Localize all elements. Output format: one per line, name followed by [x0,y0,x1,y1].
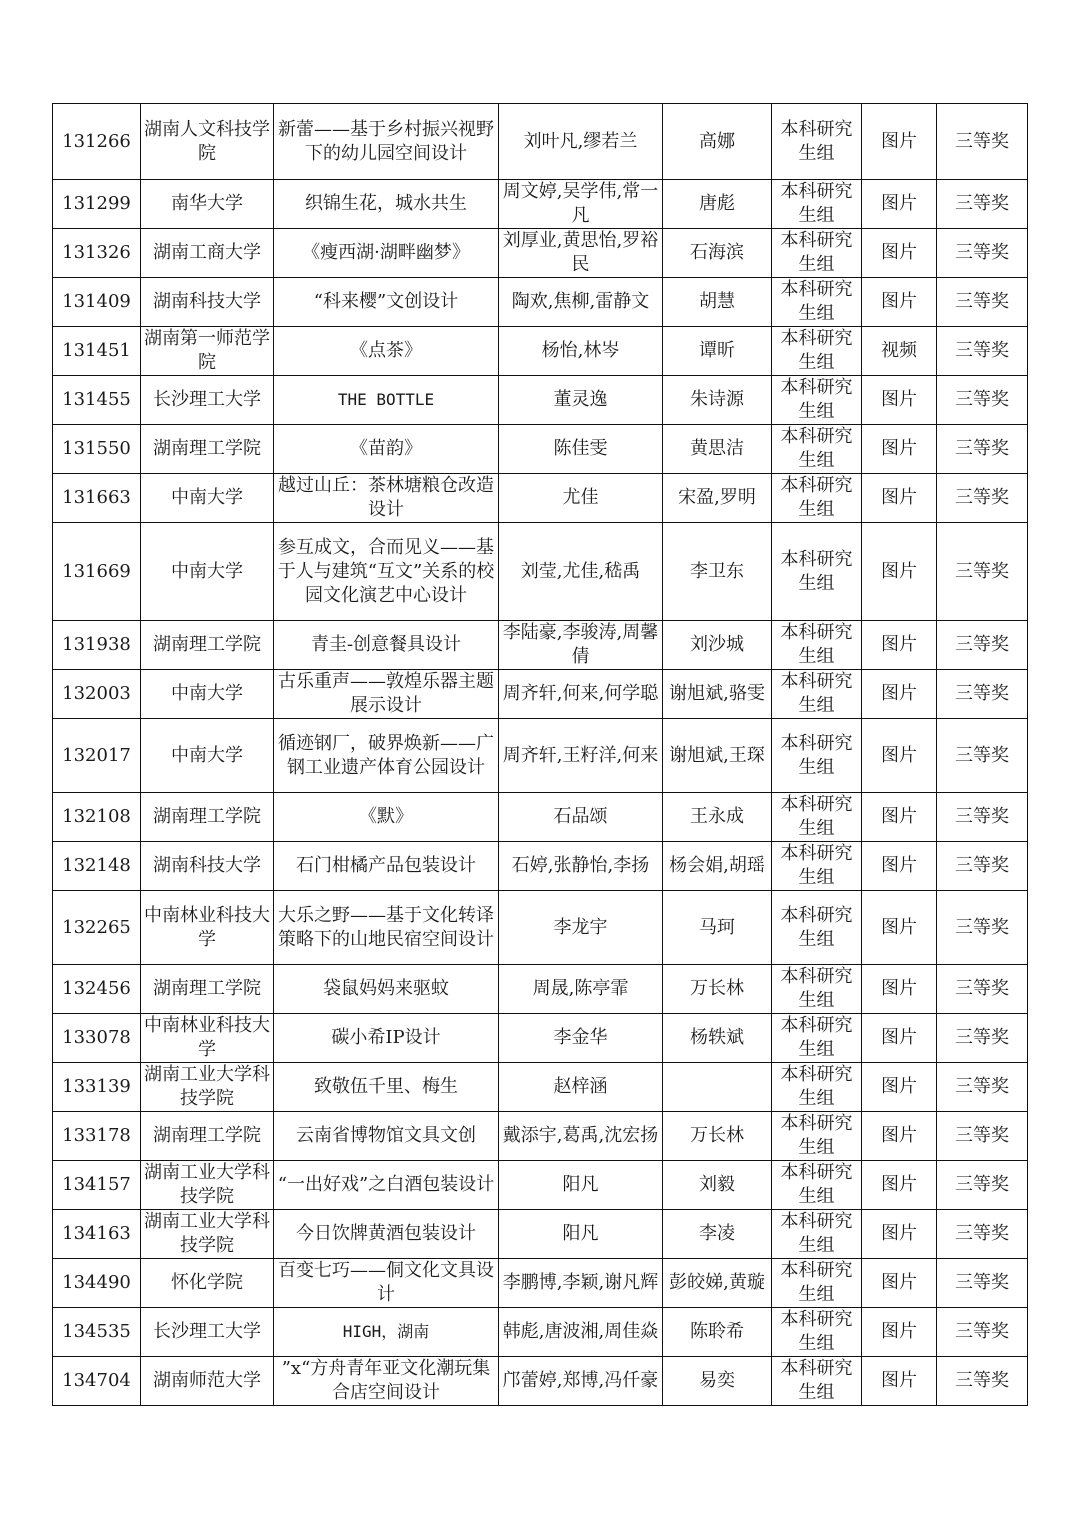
authors-cell: 尤佳 [499,474,663,523]
school-cell: 湖南师范大学 [141,1357,274,1406]
table-row [53,474,1028,523]
award-cell: 三等奖 [937,104,1028,180]
work-title-cell: 致敬伍千里、梅生 [274,1063,499,1112]
school-cell: 中南大学 [141,719,274,793]
school-cell: 长沙理工大学 [141,376,274,425]
awards-table-body [53,104,1028,1406]
school-cell: 湖南理工学院 [141,965,274,1014]
school-cell: 中南大学 [141,474,274,523]
category-cell: 图片 [862,1259,937,1308]
advisor-cell: 谢旭斌,骆雯 [663,670,772,719]
category-cell: 图片 [862,670,937,719]
authors-cell: 韩彪,唐波湘,周佳焱 [499,1308,663,1357]
group-cell: 本科研究生组 [772,842,862,891]
category-cell: 图片 [862,1161,937,1210]
advisor-cell: 易奕 [663,1357,772,1406]
award-cell: 三等奖 [937,719,1028,793]
table-row [53,1357,1028,1406]
category-cell: 图片 [862,842,937,891]
award-cell: 三等奖 [937,1210,1028,1259]
entry-id-cell: 133139 [53,1063,141,1112]
school-cell: 湖南工业大学科技学院 [141,1063,274,1112]
award-cell: 三等奖 [937,425,1028,474]
authors-cell: 石品颂 [499,793,663,842]
award-cell: 三等奖 [937,376,1028,425]
school-cell: 湖南工业大学科技学院 [141,1161,274,1210]
school-cell: 中南大学 [141,670,274,719]
authors-cell: 董灵逸 [499,376,663,425]
advisor-cell: 刘毅 [663,1161,772,1210]
table-row [53,229,1028,278]
entry-id-cell: 131455 [53,376,141,425]
advisor-cell: 谭昕 [663,327,772,376]
advisor-cell: 李卫东 [663,523,772,621]
group-cell: 本科研究生组 [772,1357,862,1406]
group-cell: 本科研究生组 [772,621,862,670]
award-cell: 三等奖 [937,523,1028,621]
entry-id-cell: 133078 [53,1014,141,1063]
entry-id-cell: 131669 [53,523,141,621]
work-title-cell: 《瘦西湖·湖畔幽梦》 [274,229,499,278]
award-cell: 三等奖 [937,327,1028,376]
category-cell: 视频 [862,327,937,376]
award-cell: 三等奖 [937,1112,1028,1161]
entry-id-cell: 131451 [53,327,141,376]
advisor-cell: 马珂 [663,891,772,965]
group-cell: 本科研究生组 [772,278,862,327]
category-cell: 图片 [862,376,937,425]
advisor-cell: 万长林 [663,1112,772,1161]
category-cell: 图片 [862,719,937,793]
group-cell: 本科研究生组 [772,719,862,793]
entry-id-cell: 134535 [53,1308,141,1357]
work-title-cell: ”x“方舟青年亚文化潮玩集合店空间设计 [274,1357,499,1406]
category-cell: 图片 [862,1308,937,1357]
table-row [53,891,1028,965]
advisor-cell: 彭皎娣,黄璇 [663,1259,772,1308]
advisor-cell [663,1063,772,1112]
category-cell: 图片 [862,1210,937,1259]
table-row [53,104,1028,180]
authors-cell: 石婷,张静怡,李扬 [499,842,663,891]
advisor-cell: 宋盈,罗明 [663,474,772,523]
table-row [53,523,1028,621]
category-cell: 图片 [862,229,937,278]
authors-cell: 周晟,陈亭霏 [499,965,663,1014]
authors-cell: 阳凡 [499,1161,663,1210]
advisor-cell: 王永成 [663,793,772,842]
group-cell: 本科研究生组 [772,1112,862,1161]
entry-id-cell: 134157 [53,1161,141,1210]
authors-cell: 邝蕾婷,郑博,冯仟豪 [499,1357,663,1406]
group-cell: 本科研究生组 [772,1014,862,1063]
entry-id-cell: 132265 [53,891,141,965]
award-cell: 三等奖 [937,180,1028,229]
category-cell: 图片 [862,180,937,229]
entry-id-cell: 134490 [53,1259,141,1308]
work-title-cell: 百变七巧——侗文化文具设计 [274,1259,499,1308]
advisor-cell: 石海滨 [663,229,772,278]
school-cell: 湖南科技大学 [141,278,274,327]
entry-id-cell: 131299 [53,180,141,229]
school-cell: 湖南科技大学 [141,842,274,891]
work-title-cell: “一出好戏”之白酒包装设计 [274,1161,499,1210]
entry-id-cell: 131663 [53,474,141,523]
authors-cell: 陈佳雯 [499,425,663,474]
school-cell: 湖南理工学院 [141,621,274,670]
entry-id-cell: 132017 [53,719,141,793]
table-row [53,1014,1028,1063]
table-row [53,278,1028,327]
work-title-cell: 今日饮牌黄酒包装设计 [274,1210,499,1259]
entry-id-cell: 134163 [53,1210,141,1259]
advisor-cell: 唐彪 [663,180,772,229]
table-row [53,376,1028,425]
award-cell: 三等奖 [937,670,1028,719]
advisor-cell: 朱诗源 [663,376,772,425]
table-row [53,670,1028,719]
authors-cell: 李龙宇 [499,891,663,965]
advisor-cell: 万长林 [663,965,772,1014]
group-cell: 本科研究生组 [772,1210,862,1259]
work-title-cell: 大乐之野——基于文化转译策略下的山地民宿空间设计 [274,891,499,965]
award-cell: 三等奖 [937,474,1028,523]
group-cell: 本科研究生组 [772,965,862,1014]
entry-id-cell: 131266 [53,104,141,180]
school-cell: 中南林业科技大学 [141,1014,274,1063]
group-cell: 本科研究生组 [772,891,862,965]
table-row [53,1112,1028,1161]
work-title-cell: 《苗韵》 [274,425,499,474]
authors-cell: 李陆豪,李骏涛,周馨倩 [499,621,663,670]
entry-id-cell: 131409 [53,278,141,327]
work-title-cell: 参互成文，合而见义——基于人与建筑“互文”关系的校园文化演艺中心设计 [274,523,499,621]
school-cell: 湖南人文科技学院 [141,104,274,180]
advisor-cell: 谢旭斌,王琛 [663,719,772,793]
work-title-cell: 新蕾——基于乡村振兴视野下的幼儿园空间设计 [274,104,499,180]
award-cell: 三等奖 [937,793,1028,842]
school-cell: 湖南第一师范学院 [141,327,274,376]
group-cell: 本科研究生组 [772,327,862,376]
award-cell: 三等奖 [937,1357,1028,1406]
authors-cell: 周文婷,吴学伟,常一凡 [499,180,663,229]
school-cell: 湖南工业大学科技学院 [141,1210,274,1259]
work-title-cell: 越过山丘：茶林塘粮仓改造设计 [274,474,499,523]
table-row [53,180,1028,229]
school-cell: 湖南工商大学 [141,229,274,278]
school-cell: 长沙理工大学 [141,1308,274,1357]
authors-cell: 杨怡,林岑 [499,327,663,376]
table-row [53,842,1028,891]
work-title-cell: HIGH，湖南 [274,1308,499,1357]
authors-cell: 刘厚业,黄思怡,罗裕民 [499,229,663,278]
group-cell: 本科研究生组 [772,104,862,180]
group-cell: 本科研究生组 [772,376,862,425]
entry-id-cell: 132148 [53,842,141,891]
category-cell: 图片 [862,965,937,1014]
category-cell: 图片 [862,891,937,965]
award-cell: 三等奖 [937,1014,1028,1063]
advisor-cell: 刘沙城 [663,621,772,670]
category-cell: 图片 [862,621,937,670]
award-cell: 三等奖 [937,621,1028,670]
table-row [53,1259,1028,1308]
group-cell: 本科研究生组 [772,180,862,229]
award-cell: 三等奖 [937,891,1028,965]
school-cell: 中南林业科技大学 [141,891,274,965]
school-cell: 湖南理工学院 [141,1112,274,1161]
category-cell: 图片 [862,474,937,523]
awards-table [52,103,1028,1406]
group-cell: 本科研究生组 [772,474,862,523]
work-title-cell: “科来樱”文创设计 [274,278,499,327]
group-cell: 本科研究生组 [772,425,862,474]
category-cell: 图片 [862,425,937,474]
table-row [53,621,1028,670]
advisor-cell: 胡慧 [663,278,772,327]
entry-id-cell: 131938 [53,621,141,670]
category-cell: 图片 [862,1112,937,1161]
authors-cell: 周齐轩,何来,何学聪 [499,670,663,719]
award-cell: 三等奖 [937,965,1028,1014]
authors-cell: 陶欢,焦柳,雷静文 [499,278,663,327]
school-cell: 怀化学院 [141,1259,274,1308]
category-cell: 图片 [862,1357,937,1406]
award-cell: 三等奖 [937,229,1028,278]
work-title-cell: 古乐重声——敦煌乐器主题展示设计 [274,670,499,719]
table-row [53,1210,1028,1259]
table-row [53,719,1028,793]
work-title-cell: 青圭-创意餐具设计 [274,621,499,670]
table-row [53,1308,1028,1357]
authors-cell: 戴添宇,葛禹,沈宏扬 [499,1112,663,1161]
advisor-cell: 杨会娟,胡瑶 [663,842,772,891]
work-title-cell: 《默》 [274,793,499,842]
work-title-cell: 《点茶》 [274,327,499,376]
category-cell: 图片 [862,523,937,621]
work-title-cell: 石门柑橘产品包装设计 [274,842,499,891]
table-row [53,793,1028,842]
work-title-cell: THE BOTTLE [274,376,499,425]
entry-id-cell: 131326 [53,229,141,278]
award-cell: 三等奖 [937,1259,1028,1308]
category-cell: 图片 [862,104,937,180]
entry-id-cell: 133178 [53,1112,141,1161]
advisor-cell: 高娜 [663,104,772,180]
table-row [53,1161,1028,1210]
school-cell: 南华大学 [141,180,274,229]
work-title-cell: 袋鼠妈妈来驱蚊 [274,965,499,1014]
entry-id-cell: 134704 [53,1357,141,1406]
category-cell: 图片 [862,793,937,842]
category-cell: 图片 [862,1063,937,1112]
table-row [53,425,1028,474]
group-cell: 本科研究生组 [772,1063,862,1112]
category-cell: 图片 [862,278,937,327]
award-cell: 三等奖 [937,1161,1028,1210]
work-title-cell: 云南省博物馆文具文创 [274,1112,499,1161]
category-cell: 图片 [862,1014,937,1063]
authors-cell: 阳凡 [499,1210,663,1259]
entry-id-cell: 132456 [53,965,141,1014]
authors-cell: 刘叶凡,缪若兰 [499,104,663,180]
entry-id-cell: 132108 [53,793,141,842]
work-title-cell: 织锦生花，城水共生 [274,180,499,229]
group-cell: 本科研究生组 [772,793,862,842]
school-cell: 湖南理工学院 [141,793,274,842]
group-cell: 本科研究生组 [772,670,862,719]
table-row [53,965,1028,1014]
group-cell: 本科研究生组 [772,1259,862,1308]
school-cell: 中南大学 [141,523,274,621]
award-cell: 三等奖 [937,1308,1028,1357]
entry-id-cell: 131550 [53,425,141,474]
advisor-cell: 李凌 [663,1210,772,1259]
advisor-cell: 杨轶斌 [663,1014,772,1063]
school-cell: 湖南理工学院 [141,425,274,474]
advisor-cell: 黄思洁 [663,425,772,474]
award-cell: 三等奖 [937,278,1028,327]
group-cell: 本科研究生组 [772,523,862,621]
group-cell: 本科研究生组 [772,1161,862,1210]
work-title-cell: 碳小希IP设计 [274,1014,499,1063]
table-row [53,327,1028,376]
work-title-cell: 循迹钢厂，破界焕新——广钢工业遗产体育公园设计 [274,719,499,793]
group-cell: 本科研究生组 [772,229,862,278]
authors-cell: 刘莹,尤佳,嵇禹 [499,523,663,621]
award-cell: 三等奖 [937,842,1028,891]
authors-cell: 李鹏博,李颖,谢凡辉 [499,1259,663,1308]
table-row [53,1063,1028,1112]
authors-cell: 李金华 [499,1014,663,1063]
advisor-cell: 陈聆希 [663,1308,772,1357]
award-cell: 三等奖 [937,1063,1028,1112]
authors-cell: 周齐轩,王籽洋,何来 [499,719,663,793]
group-cell: 本科研究生组 [772,1308,862,1357]
authors-cell: 赵梓涵 [499,1063,663,1112]
entry-id-cell: 132003 [53,670,141,719]
